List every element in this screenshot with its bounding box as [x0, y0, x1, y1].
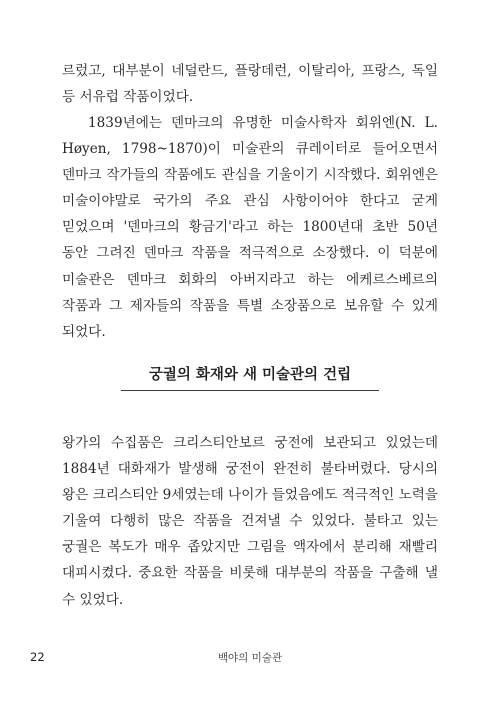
body-paragraph: 왕가의 수집품은 크리스티안보르 궁전에 보관되고 있었는데 1884년 대화재가 발생해 궁전이 완전히 불타버렸다. 당시의 왕은 크리스티안 9세였는데 나이가 들었음에도 적극적인 노력을 기울여 다행히 많은 작품을 건져낼 수 있었다. 불타고 있는 궁궐은 복도가 매우 좁았지만 그림을 액자에서 분리해 재빨리 대피시켰다. 중요한 작품을 비롯해 대부분의 작품을 구출해 낼 수 있었다.	[62, 435, 438, 608]
body-paragraph: 르렀고, 대부분이 네덜란드, 플랑데런, 이탈리아, 프랑스, 독일 등 서유럽 작품이었다.	[62, 63, 438, 106]
running-footer-title: 백야의 미술관	[217, 652, 283, 664]
body-paragraph: 1839년에는 덴마크의 유명한 미술사학자 회위엔(N. L. Høyen, 1798~1870)이 미술관의 큐레이터로 들어오면서 덴마크 작가들의 작품에도 관심을 기울이기 시작했다. 회위엔은 미술이야말로 국가의 주요 관심 사항이어야 한다고 굳게 믿었으며 '덴마크의 황금기'라고 하는 1800년대 초반 50년 동안 그려진 덴마크 작품을 적극적으로 소장했다. 이 덕분에 미술관은 덴마크 회화의 아버지라고 하는 에케르스베르의 작품과 그 제자들의 작품을 특별 소장품으로 보유할 수 있게 되었다.	[62, 115, 438, 340]
heading-underline	[121, 390, 379, 391]
section-heading: 궁궐의 화재와 새 미술관의 건립	[148, 367, 352, 383]
section-heading-block	[121, 363, 379, 391]
page-number: 22	[30, 650, 45, 664]
